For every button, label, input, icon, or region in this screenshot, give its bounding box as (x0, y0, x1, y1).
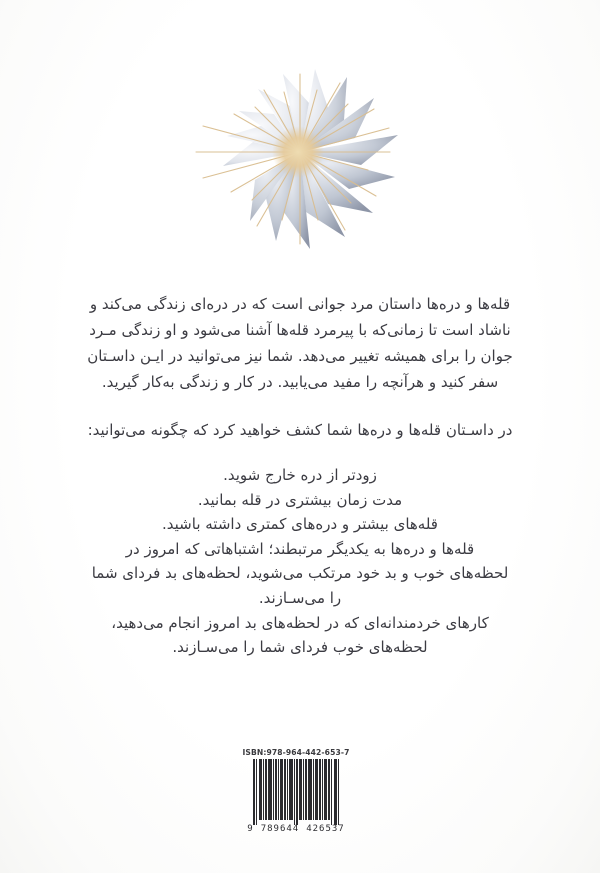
barcode-icon (252, 759, 340, 825)
starburst-icon (195, 45, 405, 259)
star-center-glow (272, 126, 324, 178)
discoveries-list (50, 463, 550, 660)
synopsis-line: ناشاد است تا زمانی‌که با پیرمرد قله‌ها آشنا می‌شود و او زندگی مـرد (89, 321, 511, 339)
discovery-line: کارهای خردمندانه‌ای که در لحظه‌های بد امروز انجام می‌دهید، (111, 613, 489, 632)
discovery-line: مدت زمان بیشتری در قله بمانید. (197, 490, 403, 509)
discovery-line: قله‌های بیشتر و دره‌های کمتری داشته باشید. (162, 515, 438, 534)
discovery-intro-line: در داسـتان قله‌ها و دره‌ها شما کشف خواهید کرد که چگونه می‌توانید: (87, 421, 513, 439)
discovery-line: قله‌ها و دره‌ها به یکدیگر مرتبطند؛ اشتباهاتی که امروز در (125, 539, 475, 558)
synopsis-line: قله‌ها و دره‌ها داستان مرد جوانی است که در دره‌ای زندگی می‌کند و (89, 295, 511, 313)
barcode-digits: 9 789644 426537 (247, 824, 345, 834)
synopsis-paragraph (88, 291, 512, 395)
isbn-label: ISBN:978-964-442-653-7 (242, 748, 350, 757)
discovery-line: لحظه‌های خوب فردای شما را می‌سـازند. (172, 638, 428, 657)
discovery-line: را می‌سـازند. (258, 588, 342, 607)
discovery-line: زودتر از دره خارج شوید. (223, 466, 377, 484)
synopsis-line: جوان را برای همیشه تغییر می‌دهد. شما نیز می‌توانید در ایـن داسـتان (87, 347, 513, 365)
discovery-intro (60, 419, 540, 441)
discovery-line: لحظه‌های خوب و بد خود مرتکب می‌شوید، لحظه‌های بد فردای شما (91, 564, 509, 583)
synopsis-line: سفر کنید و هرآنچه را مفید می‌یابید. در کار و زندگی به‌کار گیرید. (101, 373, 499, 391)
barcode-block (240, 747, 352, 834)
starburst-artwork (195, 45, 405, 259)
